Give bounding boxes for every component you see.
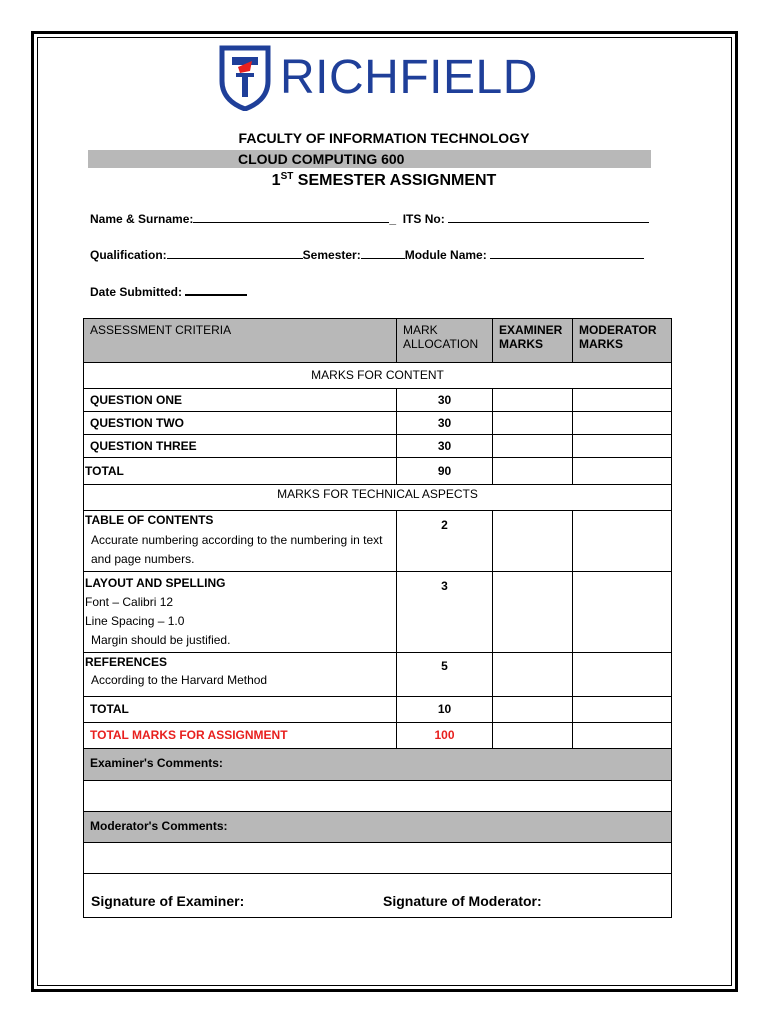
layout-spacing: Line Spacing – 1.0 bbox=[85, 614, 185, 628]
examiner-comments-field[interactable] bbox=[84, 781, 672, 812]
semester-label: Semester: bbox=[302, 248, 361, 262]
name-label: Name & Surname: bbox=[90, 212, 194, 226]
table-row bbox=[84, 723, 672, 749]
qualification-field[interactable] bbox=[90, 247, 644, 262]
semester-suffix: ST bbox=[280, 171, 294, 182]
qualification-label: Qualification: bbox=[90, 248, 167, 262]
q1-mark: 30 bbox=[397, 389, 493, 412]
semester-number: 1 bbox=[271, 172, 281, 189]
q2-examiner-cell[interactable] bbox=[493, 412, 573, 435]
q3-mark: 30 bbox=[397, 435, 493, 458]
technical-section-heading: MARKS FOR TECHNICAL ASPECTS bbox=[84, 485, 672, 511]
its-label: ITS No: bbox=[402, 212, 445, 226]
tech-total-label: TOTAL bbox=[84, 697, 397, 723]
q1-moderator-cell[interactable] bbox=[573, 389, 672, 412]
toc-label: TABLE OF CONTENTS bbox=[85, 513, 214, 527]
header-criteria: ASSESSMENT CRITERIA bbox=[84, 319, 397, 363]
layout-cell bbox=[84, 572, 397, 653]
table-row bbox=[84, 653, 672, 697]
faculty-title: FACULTY OF INFORMATION TECHNOLOGY bbox=[238, 130, 530, 146]
moderator-signature-label: Signature of Moderator: bbox=[383, 893, 542, 909]
tech-total-mark: 10 bbox=[397, 697, 493, 723]
signature-row bbox=[84, 874, 672, 918]
semester-text: SEMESTER ASSIGNMENT bbox=[293, 172, 497, 189]
shield-torch-icon bbox=[218, 45, 272, 111]
layout-font: Font – Calibri 12 bbox=[85, 595, 174, 609]
layout-mark: 3 bbox=[397, 572, 493, 653]
module-title: CLOUD COMPUTING 600 bbox=[238, 151, 405, 167]
q2-label: QUESTION TWO bbox=[84, 412, 397, 435]
moderator-comments-heading: Moderator's Comments: bbox=[84, 812, 672, 843]
toc-examiner-cell[interactable] bbox=[493, 511, 573, 572]
q3-examiner-cell[interactable] bbox=[493, 435, 573, 458]
module-name-label: Module Name: bbox=[404, 248, 487, 262]
refs-mark: 5 bbox=[397, 653, 493, 697]
module-bar bbox=[88, 150, 651, 168]
q1-examiner-cell[interactable] bbox=[493, 389, 573, 412]
q3-label: QUESTION THREE bbox=[84, 435, 397, 458]
table-row bbox=[84, 389, 672, 412]
header-moderator: MODERATOR MARKS bbox=[573, 319, 672, 363]
q2-moderator-cell[interactable] bbox=[573, 412, 672, 435]
date-field[interactable] bbox=[90, 283, 247, 299]
content-total-mark: 90 bbox=[397, 458, 493, 485]
table-row bbox=[84, 435, 672, 458]
refs-description: According to the Harvard Method bbox=[91, 673, 268, 687]
table-row bbox=[84, 511, 672, 572]
q3-moderator-cell[interactable] bbox=[573, 435, 672, 458]
name-field[interactable]: Name & Surname: _ ITS No: bbox=[90, 211, 649, 226]
table-row bbox=[84, 458, 672, 485]
refs-examiner-cell[interactable] bbox=[493, 653, 573, 697]
assessment-table bbox=[83, 318, 672, 918]
layout-label: LAYOUT AND SPELLING bbox=[85, 576, 226, 590]
toc-description: Accurate numbering according to the numbering in text and page numbers. bbox=[91, 533, 383, 566]
brand-name: RICHFIELD bbox=[280, 51, 538, 104]
layout-examiner-cell[interactable] bbox=[493, 572, 573, 653]
moderator-comments-field[interactable] bbox=[84, 843, 672, 874]
q2-mark: 30 bbox=[397, 412, 493, 435]
content-total-examiner-cell[interactable] bbox=[493, 458, 573, 485]
toc-moderator-cell[interactable] bbox=[573, 511, 672, 572]
grand-total-moderator-cell[interactable] bbox=[573, 723, 672, 749]
table-header-row bbox=[84, 319, 672, 363]
toc-mark: 2 bbox=[397, 511, 493, 572]
header-examiner: EXAMINER MARKS bbox=[493, 319, 573, 363]
layout-moderator-cell[interactable] bbox=[573, 572, 672, 653]
richfield-logo bbox=[218, 45, 538, 111]
refs-label: REFERENCES bbox=[85, 655, 168, 669]
refs-moderator-cell[interactable] bbox=[573, 653, 672, 697]
q1-label: QUESTION ONE bbox=[84, 389, 397, 412]
toc-cell bbox=[84, 511, 397, 572]
content-total-moderator-cell[interactable] bbox=[573, 458, 672, 485]
tech-total-moderator-cell[interactable] bbox=[573, 697, 672, 723]
semester-title bbox=[0, 171, 768, 190]
table-row bbox=[84, 572, 672, 653]
grand-total-mark: 100 bbox=[397, 723, 493, 749]
table-row bbox=[84, 412, 672, 435]
grand-total-label: TOTAL MARKS FOR ASSIGNMENT bbox=[84, 723, 397, 749]
header-allocation: MARK ALLOCATION bbox=[397, 319, 493, 363]
table-row bbox=[84, 697, 672, 723]
grand-total-examiner-cell[interactable] bbox=[493, 723, 573, 749]
refs-cell bbox=[84, 653, 397, 697]
examiner-signature-label: Signature of Examiner: bbox=[91, 893, 245, 909]
date-label: Date Submitted: bbox=[90, 285, 183, 299]
layout-margin: Margin should be justified. bbox=[91, 633, 231, 647]
tech-total-examiner-cell[interactable] bbox=[493, 697, 573, 723]
content-section-heading: MARKS FOR CONTENT bbox=[84, 363, 672, 389]
content-total-label: TOTAL bbox=[84, 458, 397, 485]
examiner-comments-heading: Examiner's Comments: bbox=[84, 749, 672, 781]
